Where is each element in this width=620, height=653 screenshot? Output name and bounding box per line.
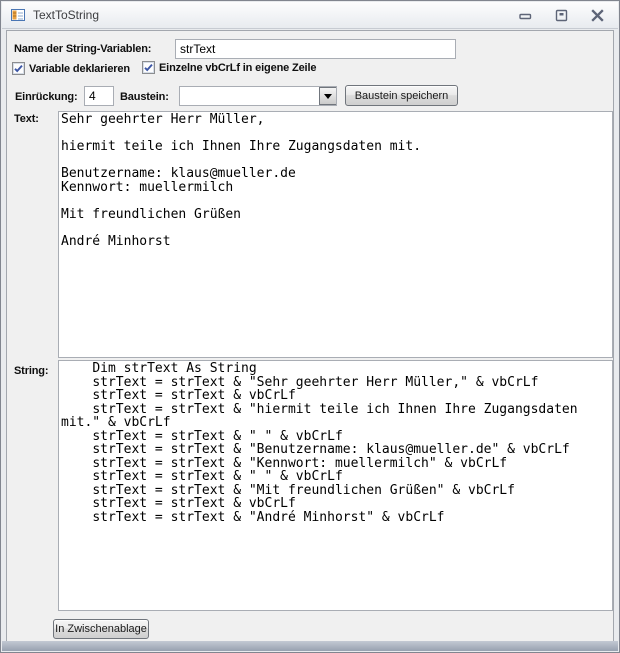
title-bar (2, 2, 618, 29)
restore-button[interactable] (554, 9, 568, 23)
vbcrlf-checkbox-label: Einzelne vbCrLf in eigene Zeile (159, 62, 317, 74)
baustein-combobox-value (180, 87, 320, 105)
string-textarea[interactable] (58, 360, 613, 611)
window-title: TextToString (33, 8, 100, 22)
indent-input[interactable] (84, 86, 114, 106)
form-icon (10, 7, 26, 23)
vbcrlf-checkbox[interactable] (142, 61, 155, 74)
name-input[interactable] (175, 39, 456, 59)
combobox-dropdown-button[interactable] (319, 87, 336, 105)
declare-checkbox[interactable] (12, 62, 25, 75)
minimize-button[interactable] (518, 9, 532, 23)
chevron-down-icon (324, 94, 332, 99)
indent-label: Einrückung: (15, 91, 78, 103)
close-button[interactable] (590, 9, 604, 23)
clipboard-button[interactable]: In Zwischenablage (53, 619, 149, 639)
name-label: Name der String-Variablen: (14, 43, 152, 55)
window-controls (518, 2, 604, 29)
string-label: String: (14, 365, 49, 377)
baustein-label: Baustein: (120, 91, 169, 103)
declare-checkbox-label: Variable deklarieren (29, 63, 130, 75)
text-label: Text: (14, 113, 39, 125)
form-panel (6, 30, 614, 642)
baustein-combobox[interactable] (179, 86, 337, 106)
save-baustein-button[interactable]: Baustein speichern (345, 85, 458, 106)
window-frame-bottom (2, 641, 618, 651)
text-textarea[interactable] (58, 111, 613, 358)
